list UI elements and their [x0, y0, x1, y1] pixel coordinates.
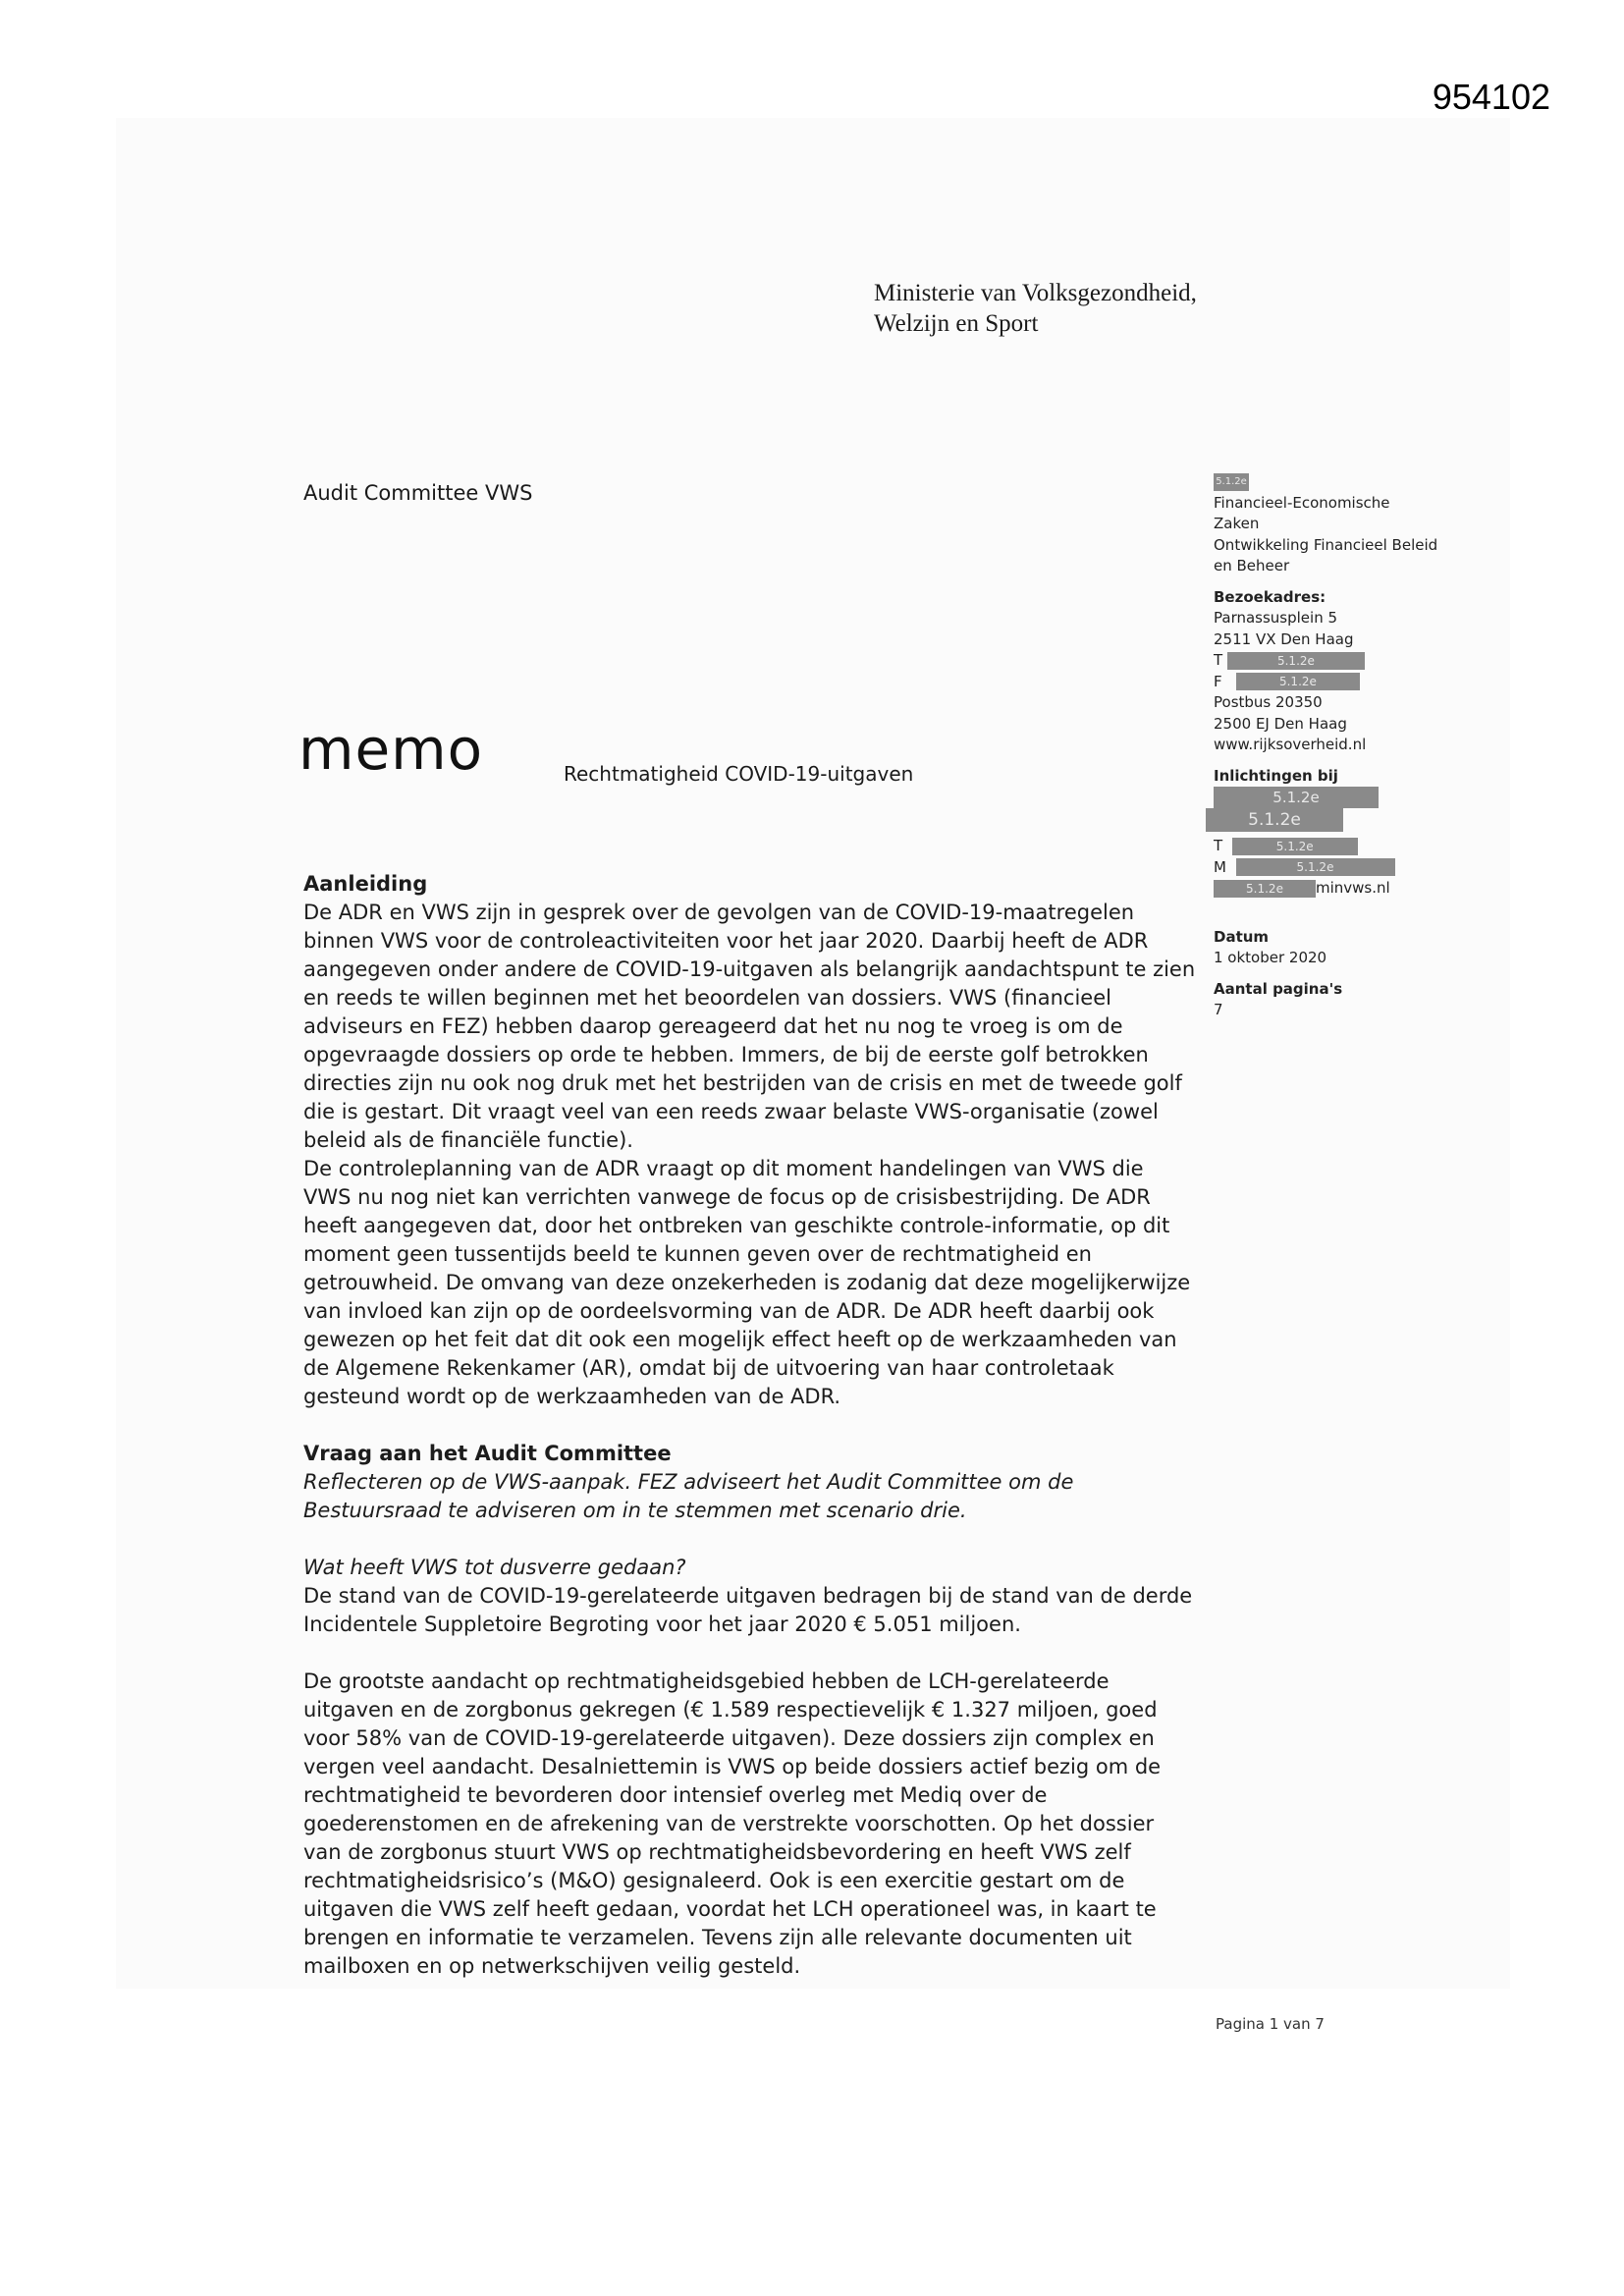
website: www.rijksoverheid.nl: [1214, 736, 1367, 753]
postal-line-1: Postbus 20350: [1214, 693, 1323, 711]
info-label: Inlichtingen bij: [1214, 766, 1338, 785]
visit-address-label: Bezoekadres:: [1214, 587, 1326, 606]
department-line-4: en Beheer: [1214, 557, 1290, 574]
date-label: Datum: [1214, 927, 1270, 946]
info-phone-line: T 5.1.2e: [1214, 836, 1508, 857]
memo-subject: Rechtmatigheid COVID-19-uitgaven: [564, 762, 914, 786]
section-heading-vraag: Vraag aan het Audit Committee: [303, 1442, 672, 1465]
ministry-line-1: Ministerie van Volksgezondheid,: [874, 280, 1197, 306]
info-name-redacted: 5.1.2e: [1214, 787, 1508, 808]
postal-line-2: 2500 EJ Den Haag: [1214, 714, 1347, 733]
address-line-2: 2511 VX Den Haag: [1214, 629, 1354, 648]
memo-body: [303, 870, 1197, 1981]
paragraph-aanleiding-2: De controleplanning van de ADR vraagt op dit moment handelingen van VWS die VWS nu nog niet kan verrichten vanwege de focus op de crisisbestrijding. De ADR heeft aangegeven dat, door het ontbreken van geschikte controle-informatie, op dit moment geen tussentijds beeld te kunnen geven over de rechtmatigheid en getrouwheid. De omvang van deze onzekerheden is zodanig dat deze mogelijkerwijze van invloed kan zijn op de oordeelsvorming van de ADR. De ADR heeft daarbij ook gewezen op het feit dat dit ook een mogelijk effect heeft op de werkzaamheden van de Algemene Rekenkamer (AR), omdat bij de uitvoering van haar controletaak gesteund wordt op de werkzaamheden van de ADR.: [303, 1157, 1191, 1408]
redaction-block: 5.1.2e: [1214, 471, 1508, 493]
sidebar: [1214, 471, 1508, 1021]
paragraph-vraag: Reflecteren op de VWS-aanpak. FEZ adviseert het Audit Committee om de Bestuursraad te adviseren om in te stemmen met scenario drie.: [303, 1470, 1074, 1522]
ministry-logo-text: [874, 278, 1197, 339]
section-heading-gedaan: Wat heeft VWS tot dusverre gedaan?: [303, 1556, 686, 1579]
info-email-line: 5.1.2e minvws.nl: [1214, 878, 1508, 900]
paragraph-gedaan-1: De stand van de COVID-19-gerelateerde uitgaven bedragen bij de stand van de derde Incidentele Suppletoire Begroting voor het jaar 2020 € 5.051 miljoen.: [303, 1584, 1193, 1636]
redaction-block: 5.1.2e: [1227, 652, 1365, 670]
info-mobile-line: M 5.1.2e: [1214, 857, 1508, 879]
phone-line: T 5.1.2e: [1214, 650, 1508, 672]
ministry-line-2: Welzijn en Sport: [874, 310, 1039, 337]
redaction-block: 5.1.2e: [1214, 880, 1316, 898]
redaction-block: 5.1.2e: [1232, 838, 1358, 855]
date-value: 1 oktober 2020: [1214, 949, 1327, 966]
department-line-3: Ontwikkeling Financieel Beleid: [1214, 535, 1438, 554]
recipient: Audit Committee VWS: [303, 481, 533, 505]
page-number-footer: Pagina 1 van 7: [1216, 2015, 1325, 2033]
paragraph-aanleiding-1: De ADR en VWS zijn in gesprek over de gevolgen van de COVID-19-maatregelen binnen VWS voor de controleactiviteiten voor het jaar 2020. Daarbij heeft de ADR aangegeven onder andere de COVID-19-uitgaven als belangrijk aandachtspunt te zien en reeds te willen beginnen met het beoordelen van dossiers. VWS (financieel adviseurs en FEZ) hebben daarop gereageerd dat het nu nog te vroeg is om de opgevraagde dossiers op orde te hebben. Immers, de bij de eerste golf betrokken directies zijn nu ook nog druk met het bestrijden van de crisis en met de tweede golf die is gestart. Dit vraagt veel van een reeds zwaar belaste VWS-organisatie (zowel beleid als de financiële functie).: [303, 901, 1196, 1152]
redaction-block: 5.1.2e: [1236, 858, 1395, 876]
fax-line: F 5.1.2e: [1214, 672, 1508, 693]
pages-label: Aantal pagina's: [1214, 979, 1343, 998]
address-line-1: Parnassusplein 5: [1214, 609, 1338, 627]
section-heading-aanleiding: Aanleiding: [303, 872, 428, 896]
department-line-1: Financieel-Economische: [1214, 493, 1390, 512]
paragraph-gedaan-2: De grootste aandacht op rechtmatigheidsgebied hebben de LCH-gerelateerde uitgaven en de zorgbonus gekregen (€ 1.589 respectievelijk € 1.327 miljoen, goed voor 58% van de COVID-19-gerelateerde uitgaven). Deze dossiers zijn complex en vergen veel aandacht. Desalniettemin is VWS op beide dossiers actief bezig om de rechtmatigheid te bevorderen door intensief overleg met Mediq over de goederenstomen en de afrekening van de verstrekte voorschotten. Op het dossier van de zorgbonus stuurt VWS op rechtmatigheidsbevordering en heeft VWS zelf rechtmatigheidsrisico’s (M&O) gesignaleerd. Ook is een exercitie gestart om de uitgaven die VWS zelf heeft gedaan, voordat het LCH operationeel was, in kaart te brengen en informatie te verzamelen. Tevens zijn alle relevante documenten uit mailboxen en op netwerkschijven veilig gesteld.: [303, 1669, 1162, 1978]
info-unit-redacted: 5.1.2e: [1214, 808, 1508, 832]
pages-value: 7: [1214, 1001, 1223, 1018]
department-line-2: Zaken: [1214, 515, 1260, 532]
redaction-block: 5.1.2e: [1236, 673, 1360, 690]
memo-title: memo: [298, 716, 484, 783]
document-number: 954102: [1432, 77, 1550, 117]
